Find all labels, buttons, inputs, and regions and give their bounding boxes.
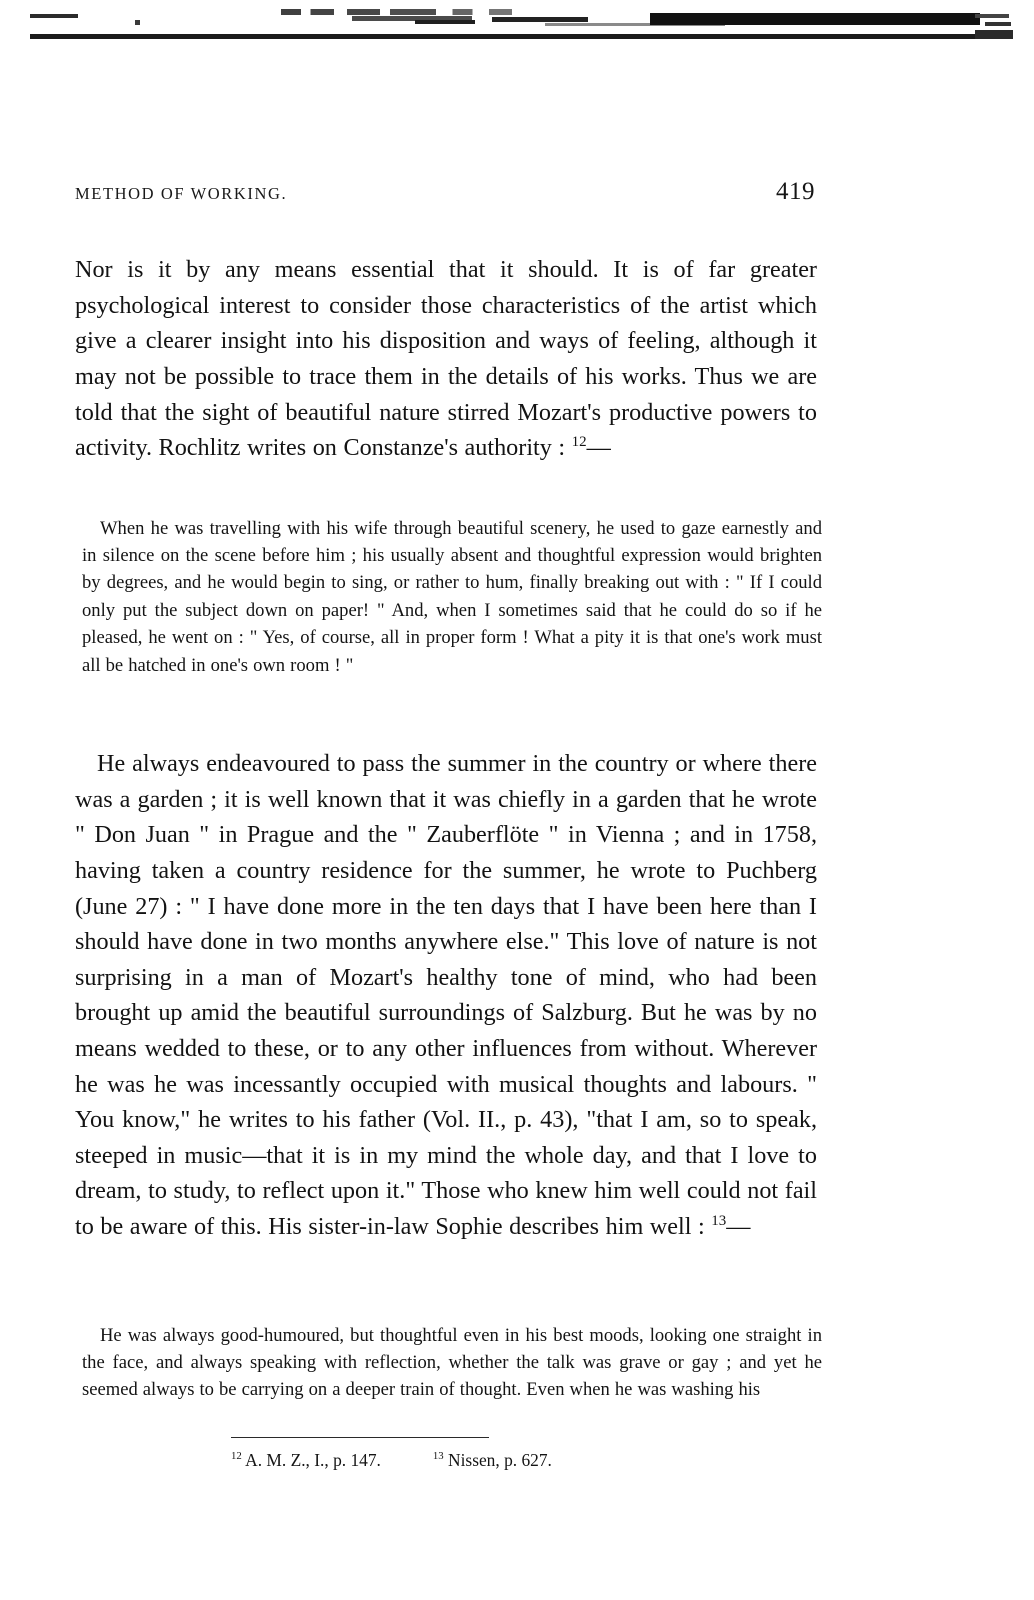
paragraph-dash: —	[586, 434, 611, 462]
scan-speck	[415, 20, 475, 24]
scan-speck	[281, 9, 611, 15]
quote-text: He was always good-humoured, but thoughtful even in his best moods, looking one straight in the face, and always speaking with reflection, whether the talk was grave or gay ; and yet he seemed always to be carrying on a deeper train of thought. Even when he was washing his	[82, 1324, 822, 1401]
scan-speck	[492, 17, 588, 22]
scan-speck	[650, 13, 980, 25]
footnote-area	[231, 1448, 831, 1472]
paragraph-text: He always endeavoured to pass the summer in the country or where there was a garden ; it is well known that it was chiefly in a garden that he wrote " Don Juan " in Prague and the " Zauberflöte " in Vienna ; and in 1758, having taken a country residence for the summer, he wrote to Puchberg (June 27) : " I have done more in the ten days that I have been here than I should have done in two months anywhere else." This love of nature is not surprising in a man of Mozart's healthy tone of mind, who had been brought up amid the beautiful surroundings of Salzburg. But he was by no means wedded to these, or to any other influences from without. Wherever he was he was incessantly occupied with musical thoughts and labours. " You know," he writes to his father (Vol. II., p. 43), "that I am, so to speak, steeped in music—that it is in my mind the whole day, and that I love to dream, to study, to reflect upon it." Those who knew him well could not fail to be aware of this. His sister-in-law Sophie describes him well :	[75, 750, 817, 1240]
body-paragraph	[75, 746, 817, 1244]
running-head	[75, 178, 815, 206]
page-title: METHOD OF WORKING.	[75, 184, 288, 203]
scan-artifact-band	[0, 0, 1034, 46]
footnote-marker: 13	[432, 1450, 444, 1463]
footnote-reference[interactable]: 13	[711, 1212, 727, 1229]
quote-text: When he was travelling with his wife through beautiful scenery, he used to gaze earnestly and in silence on the scene before him ; his usually absent and thoughtful expression would brighten by degrees, and he would begin to sing, or rather to hum, finally breaking out with : " If I could only put the subject down on paper! " And, when I sometimes said that he could do so if he pleased, he went on : " Yes, of course, all in proper form ! What a pity it is that one's work must all be hatched in one's own room ! "	[82, 517, 822, 676]
block-quote	[82, 1322, 822, 1404]
scan-speck	[985, 22, 1011, 26]
footnote-separator	[231, 1437, 489, 1438]
footnote-text: A. M. Z., I., p. 147.	[245, 1450, 381, 1470]
footnote-text: Nissen, p. 627.	[448, 1450, 552, 1470]
footnote-reference[interactable]: 12	[571, 434, 587, 451]
footnote-item	[231, 1448, 381, 1472]
scan-speck	[975, 14, 1009, 18]
scan-edge-line	[975, 30, 1013, 39]
body-paragraph	[75, 252, 817, 466]
scan-speck	[30, 14, 78, 18]
footnote-marker: 12	[231, 1450, 242, 1463]
footnote-item	[433, 1448, 552, 1472]
paragraph-dash: —	[726, 1212, 751, 1240]
scan-edge-line	[30, 34, 1012, 39]
page-number: 419	[776, 178, 815, 205]
block-quote	[82, 515, 822, 679]
scan-speck	[135, 20, 140, 25]
paragraph-text: Nor is it by any means essential that it should. It is of far greater psychological interest to consider those characteristics of the artist which give a clearer insight into his disposition and ways of feeling, although it may not be possible to trace them in the details of his works. Thus we are told that the sight of beautiful nature stirred Mozart's productive powers to activity. Rochlitz writes on Constanze's authority :	[75, 256, 817, 462]
